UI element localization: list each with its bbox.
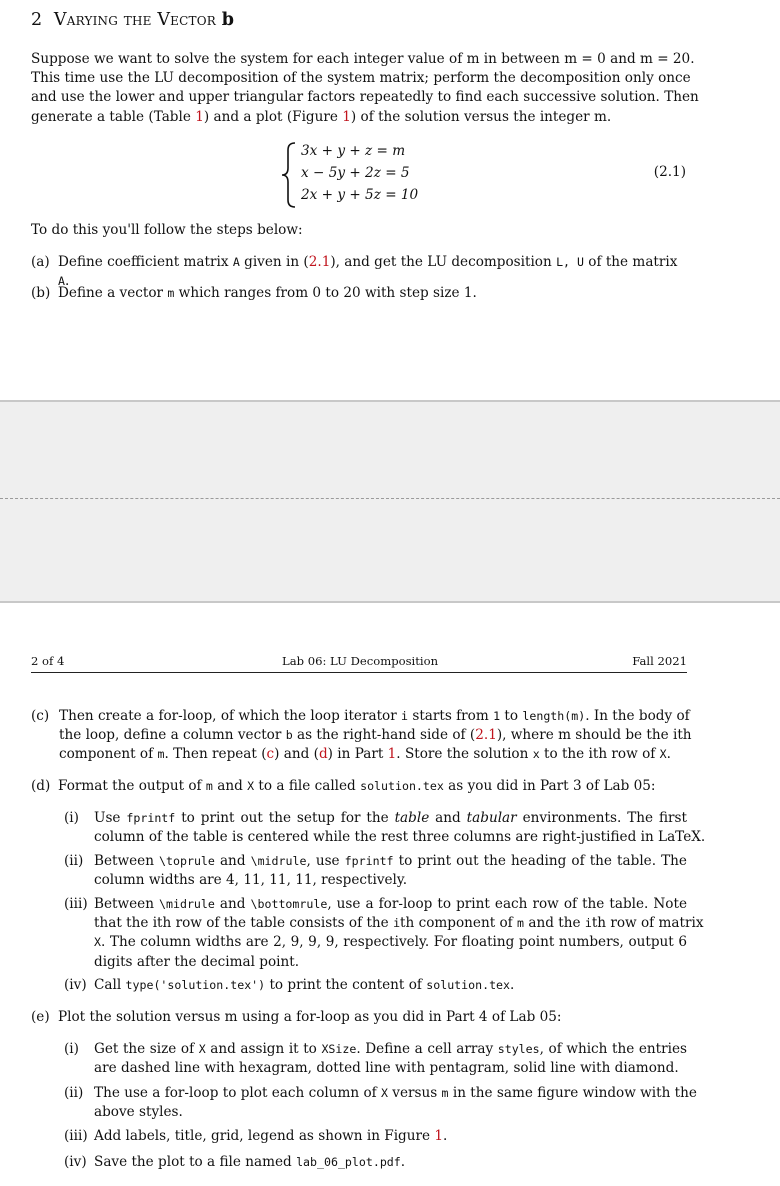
section-title: Varying the Vector <box>53 10 217 30</box>
step-ref-link[interactable]: c <box>266 746 275 763</box>
part-ref-link[interactable]: 1 <box>387 746 397 763</box>
intro-line: and use the lower and upper triangular factors repeatedly to find each successive solution. Then <box>31 89 699 106</box>
left-brace-icon <box>280 142 298 208</box>
section-number: 2 <box>31 10 43 30</box>
substep-label: (ii) <box>64 853 84 869</box>
step-label: (c) <box>31 708 50 724</box>
header-term: Fall 2021 <box>632 654 687 668</box>
page-number: 2 of 4 <box>31 654 65 668</box>
step-label: (b) <box>31 285 51 301</box>
equation-line-1: 3x + y + z = m <box>301 143 406 159</box>
running-header <box>31 654 687 673</box>
step-label: (e) <box>31 1009 50 1025</box>
step-ref-link[interactable]: d <box>318 746 328 763</box>
intro-paragraph <box>31 50 699 127</box>
step-b-text: Define a vector m which ranges from 0 to 20 with step size 1. <box>58 285 477 301</box>
section-title-vector: b <box>221 10 235 30</box>
equation-system <box>280 142 480 208</box>
substep-label: (ii) <box>64 1085 84 1101</box>
header-title: Lab 06: LU Decomposition <box>282 654 439 668</box>
page-break-divider <box>0 498 780 499</box>
step-label: (a) <box>31 254 50 270</box>
page-top <box>0 0 780 400</box>
substep-label: (iv) <box>64 1154 87 1170</box>
intro-line: Suppose we want to solve the system for each integer value of m in between m = 0 and m = 20. <box>31 51 695 67</box>
equation-ref-link[interactable]: 2.1 <box>308 254 331 270</box>
figure-ref-link[interactable]: 1 <box>434 1128 444 1144</box>
page-bottom: 2 of 4 Lab 06: LU Decomposition Fall 2021 (c) Then create a for-loop, of which the loop iterator i starts from 1 to length(m). In the body of the loop, define a column vector b as the right-hand side of (2.1), where m should be the ith component of m. Then repeat (c) and (d) in Part 1. Store the solution x to the ith row of X. (d) Format the output of m and X to a file called solution.tex as you did in Part 3 of Lab 05: (i) Use fprintf to print out the setup for the table and tabular environments. The first column of the table is centered while the rest three columns are right-justified in LaTeX. (ii) Between \toprule and \midrule, use fprintf to print out the heading of the table. The column widths are 4, 11, 11, 11, respectively. (iii) Between \midrule and \bottomrule, use a for-loop to print each row of the table. Note that the ith row of the table consists of the ith component of m and the ith row of matrix X. The column widths are 2, 9, 9, 9, respectively. For floating point numbers, output 6 digits after the decimal point. (iv) Call type('solution.tex') to print the content of solution.tex. (e) Plot the solution versus m using a for-loop as you did in Part 4 of Lab 05: (i) Get the size of X and assign it to XSize. Define a cell array styles, of which the entries are dashed line with hexagram, dotted line with pentagram, solid line with diamond. (ii) The use a for-loop to plot each column of X versus m in the same figure window with the above styles. (iii) Add labels, title, grid, legend as shown in Figure 1. (iv) Save the plot to a file named lab_06_plot.pdf. <box>0 603 780 1186</box>
section-heading <box>31 10 234 30</box>
intro-line: This time use the LU decomposition of the system matrix; perform the decomposition only once <box>31 70 691 87</box>
substep-label: (iii) <box>64 896 88 912</box>
substep-label: (i) <box>64 1041 79 1057</box>
step-c-text: Then create a for-loop, of which the loop iterator i starts from 1 to length(m). In the body of the loop, define a column vector b as the right-hand side of (2.1), where m should be the ith component of m. Then repeat (c) and (d) in Part 1. Store the solution x to the ith row of X. <box>59 708 692 763</box>
step-d-text: Format the output of m and X to a file called solution.tex as you did in Part 3 of Lab 05: <box>58 778 656 794</box>
intro-line: generate a table (Table 1) and a plot (Figure 1) of the solution versus the integer m. <box>31 108 612 125</box>
step-a-text: Define coefficient matrix A given in (2.1), and get the LU decomposition L, U of the matrix A. <box>58 254 678 290</box>
substep-label: (iii) <box>64 1128 88 1144</box>
substep-label: (i) <box>64 810 79 826</box>
step-e-text: Plot the solution versus m using a for-loop as you did in Part 4 of Lab 05: <box>58 1009 562 1025</box>
step-label: (d) <box>31 778 51 794</box>
substep-label: (iv) <box>64 977 87 993</box>
figure-ref-link[interactable]: 1 <box>342 108 351 125</box>
page-gap <box>0 400 780 603</box>
equation-number: (2.1) <box>653 164 686 180</box>
equation-line-2: x − 5y + 2z = 5 <box>301 165 410 181</box>
equation-ref-link[interactable]: 2.1 <box>475 727 497 744</box>
table-ref-link[interactable]: 1 <box>195 108 204 125</box>
equation-line-3: 2x + y + 5z = 10 <box>301 187 419 203</box>
steps-intro: To do this you'll follow the steps below: <box>31 222 303 238</box>
